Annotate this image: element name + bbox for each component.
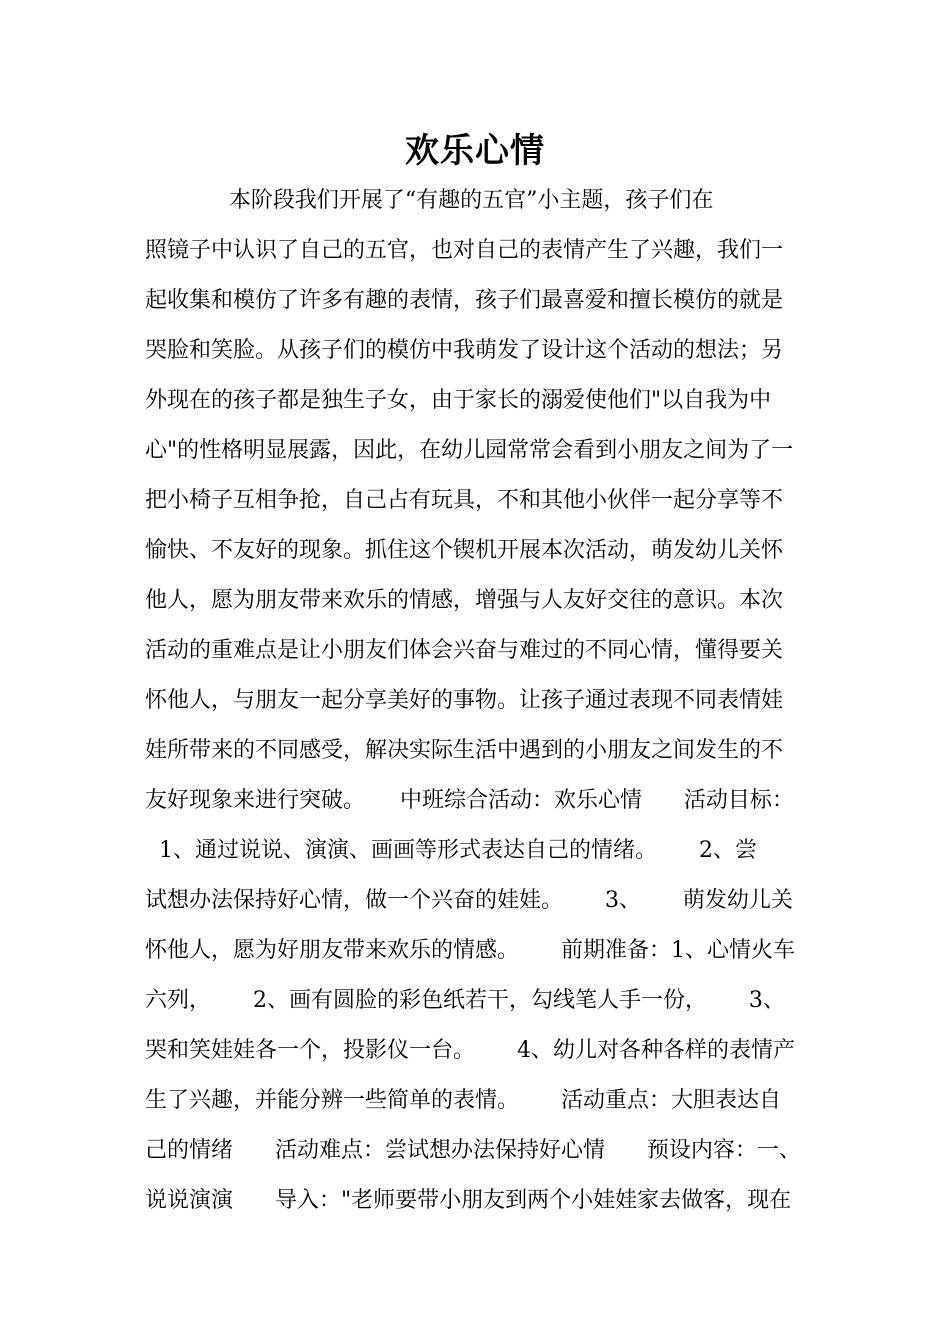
body-line-17: 六列， 2、画有圆脸的彩色纸若干，勾线笔人手一份， 3、 xyxy=(145,988,785,1013)
document-title: 欢乐心情 xyxy=(405,131,545,171)
body-line-3: 起收集和模仿了许多有趣的表情，孩子们最喜爱和擅长模仿的就是 xyxy=(145,288,784,313)
body-line-11: 怀他人，与朋友一起分享美好的事物。让孩子通过表现不同表情娃 xyxy=(145,688,784,713)
body-line-8: 愉快、不友好的现象。抓住这个锲机开展本次活动，萌发幼儿关怀 xyxy=(145,538,784,563)
body-line-2: 照镜子中认识了自己的五官，也对自己的表情产生了兴趣，我们一 xyxy=(145,238,784,263)
body-line-10: 活动的重难点是让小朋友们体会兴奋与难过的不同心情，懂得要关 xyxy=(145,638,784,663)
body-line-6: 心"的性格明显展露，因此，在幼儿园常常会看到小朋友之间为了一 xyxy=(145,438,794,463)
body-line-15: 试想办法保持好心情，做一个兴奋的娃娃。 3、 萌发幼儿关 xyxy=(145,888,793,913)
body-line-20: 己的情绪 活动难点：尝试想办法保持好心情 预设内容：一、 xyxy=(145,1138,801,1163)
body-line-7: 把小椅子互相争抢，自己占有玩具，不和其他小伙伴一起分享等不 xyxy=(145,488,784,513)
body-line-1: 本阶段我们开展了“有趣的五官”小主题，孩子们在 xyxy=(145,188,714,213)
body-line-9: 他人，愿为朋友带来欢乐的情感，增强与人友好交往的意识。本次 xyxy=(145,588,784,613)
body-line-4: 哭脸和笑脸。从孩子们的模仿中我萌发了设计这个活动的想法；另 xyxy=(145,338,784,363)
body-line-16: 怀他人，愿为好朋友带来欢乐的情感。 前期准备：1、心情火车 xyxy=(145,938,795,963)
body-line-21: 说说演演 导入："老师要带小朋友到两个小娃娃家去做客，现在 xyxy=(145,1188,792,1213)
body-line-13: 友好现象来进行突破。 中班综合活动：欢乐心情 活动目标： xyxy=(145,788,794,813)
body-line-14: 1、通过说说、演演、画画等形式表达自己的情绪。 2、尝 xyxy=(145,838,757,863)
body-line-12: 娃所带来的不同感受，解决实际生活中遇到的小朋友之间发生的不 xyxy=(145,738,784,763)
body-line-5: 外现在的孩子都是独生子女，由于家长的溺爱使他们"以自我为中 xyxy=(145,388,772,413)
body-line-19: 生了兴趣，并能分辨一些简单的表情。 活动重点：大胆表达自 xyxy=(145,1088,781,1113)
body-line-18: 哭和笑娃娃各一个，投影仪一台。 4、幼儿对各种各样的表情产 xyxy=(145,1038,795,1063)
